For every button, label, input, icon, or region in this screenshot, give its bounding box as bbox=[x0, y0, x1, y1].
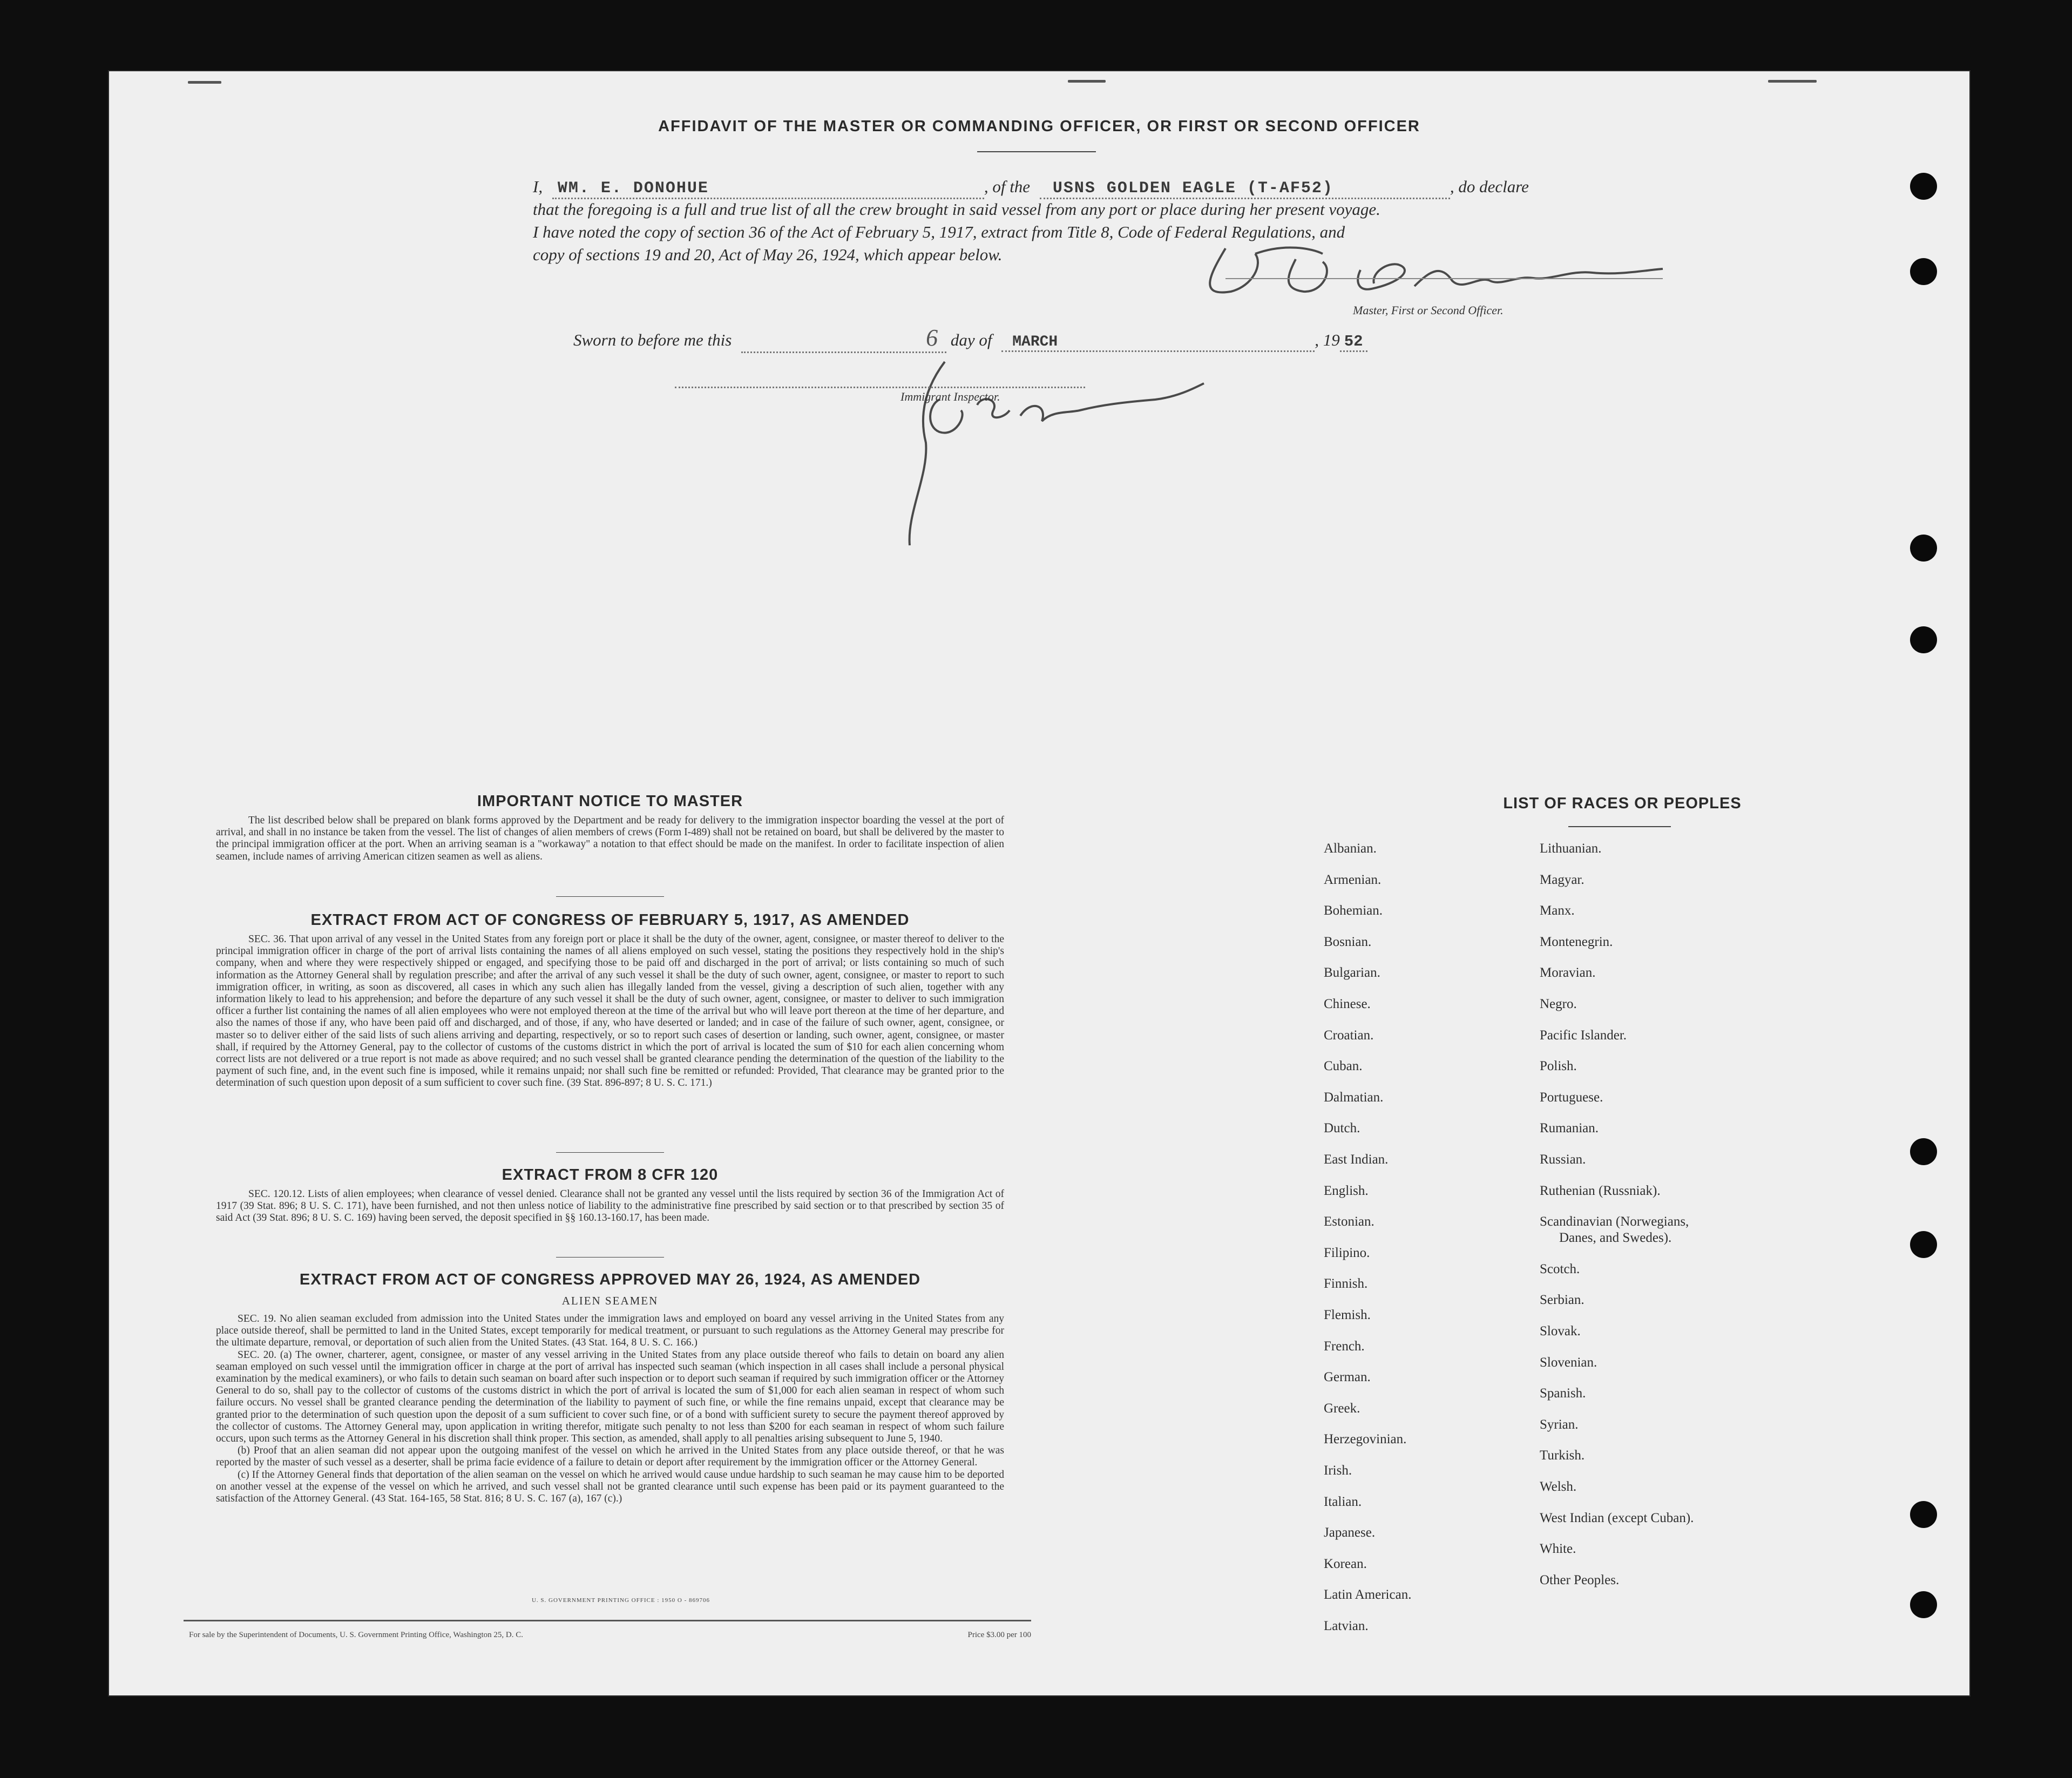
extract-1917-text: SEC. 36. That upon arrival of any vessel in the United States from any foreign port or place it shall be the duty of the owner, agent, consignee, or master thereof to deliver to the principal immigration officer in charge of the port of arrival lists containing the names of all aliens employed on such vessel, stating the positions they respectively hold in the ship's company, when and where they were respectively shipped or engaged, and specifying those to be paid off and discharged in the port of arrival; or lists containing so much of such information as the Attorney General shall by regulation prescribe; and after the arrival of any such vessel it shall be the duty of such owner, agent, consignee, or master to report to such immigration officer, in writing, as soon as discovered, all cases in which any such alien has illegally landed from the vessel, giving a description of such alien, together with any information likely to lead to his apprehension; and before the departure of any such vessel it shall be the duty of such owner, agent, consignee, or master to deliver to such immigration officer a further list containing the names of all alien employees who were not employed thereon at the time of the arrival but who will leave port thereon at the time of her departure, and also the names of those if any, who have been paid off and discharged, and of those, if any, who have deserted or landed; and in case of the failure of such owner, agent, consignee, or master so to deliver either of the said lists of such aliens arriving and departing, respectively, or so to report such cases of desertion or landing, such owner, agent, consignee, or master shall, if required by the Attorney General, pay to the collector of customs of the customs district in which the port of arrival is located the sum of $10 for each alien concerning whom correct lists are not delivered or a true report is not made as above required; and no such vessel shall be granted clearance pending the determination of the question of the liability to the payment of such fine, and, in the event such fine is imposed, while it remains unpaid; nor shall such fine be remitted or refunded: Provided, That clearance may be granted prior to the determination of such question upon deposit of a sum sufficient to cover such fine. (39 Stat. 896-897; 8 U. S. C. 171.) bbox=[216, 934, 1004, 1089]
day-field bbox=[741, 324, 946, 353]
binder-hole bbox=[1910, 1501, 1937, 1528]
race-item: West Indian (except Cuban). bbox=[1540, 1510, 1694, 1525]
sec20b-text: (b) Proof that an alien seaman did not appear upon the outgoing manifest of the vessel on which he arrived in the United States from any place outside thereof, or that he was reported by the master of such vessel as a deserter, shall be prima facie evidence of a failure to detain or deport after requirement by the immigration officer or the Attorney General. bbox=[216, 1445, 1004, 1469]
race-item: East Indian. bbox=[1324, 1152, 1389, 1167]
extract-1917-title: EXTRACT FROM ACT OF CONGRESS OF FEBRUARY 5, 1917, AS AMENDED bbox=[310, 911, 910, 929]
sec19-text: SEC. 19. No alien seaman excluded from admission into the United States under the immigration laws and employed on board any vessel arriving in the United States from any place outside thereof, shall be permitted to land in the United States, except temporarily for medical treatment, or pursuant to such regulations as the Attorney General may prescribe for the ultimate departure, removal, or deportation of such alien from the United States. (43 Stat. 164, 8 U. S. C. 166.) bbox=[216, 1313, 1004, 1349]
footer-rule bbox=[184, 1620, 1031, 1621]
divider-rule bbox=[556, 1257, 664, 1258]
race-item: Chinese. bbox=[1324, 997, 1371, 1011]
race-item: Irish. bbox=[1324, 1463, 1352, 1478]
sworn-label: Sworn to before me this bbox=[573, 330, 732, 349]
race-item: English. bbox=[1324, 1183, 1369, 1198]
race-item: German. bbox=[1324, 1370, 1371, 1385]
race-item: French. bbox=[1324, 1338, 1365, 1354]
race-item: Korean. bbox=[1324, 1556, 1367, 1571]
declaration-line-2: that the foregoing is a full and true list of all the crew brought in said vessel from any port or place during her present voyage. bbox=[533, 200, 1380, 219]
race-item: Bohemian. bbox=[1324, 903, 1383, 918]
race-item: Pacific Islander. bbox=[1540, 1027, 1627, 1043]
race-item: Lithuanian. bbox=[1540, 841, 1602, 856]
title-rule bbox=[977, 151, 1096, 152]
race-item: Dalmatian. bbox=[1324, 1090, 1384, 1105]
cfr-text: SEC. 120.12. Lists of alien employees; when clearance of vessel denied. Clearance shall not be granted any vessel until the lists required by section 36 of the Immigration Act of 1917 (39 Stat. 896; 8 U. S. C. 171), have been furnished, and not then unless notice of liability to the administrative fine prescribed by said section or to that prescribed by section 35 of said Act (39 Stat. 896; 8 U. S. C. 169) having been served, the deposit specified in §§ 160.13-160.17, has been made. bbox=[216, 1188, 1004, 1224]
day-of-label: day of bbox=[950, 330, 992, 349]
do-declare-label: , do declare bbox=[1450, 177, 1529, 196]
of-the-label: , of the bbox=[984, 177, 1031, 196]
footer-price: Price $3.00 per 100 bbox=[967, 1631, 1031, 1639]
race-item: Manx. bbox=[1540, 903, 1575, 918]
race-item: Slovenian. bbox=[1540, 1355, 1597, 1370]
year-prefix: , 19 bbox=[1315, 330, 1340, 349]
binder-hole bbox=[1910, 258, 1937, 285]
scan-mark bbox=[1068, 80, 1106, 83]
divider-rule bbox=[556, 896, 664, 897]
declaration-line-4: copy of sections 19 and 20, Act of May 26, 1924, which appear below. bbox=[533, 245, 1003, 264]
race-item: Montenegrin. bbox=[1540, 934, 1613, 949]
footer-sale-text: For sale by the Superintendent of Documents, U. S. Government Printing Office, Washington 25, D. C. bbox=[189, 1631, 523, 1639]
extract-1924-section bbox=[216, 1271, 1004, 1505]
day-value: 6 bbox=[926, 324, 938, 351]
notice-section bbox=[216, 793, 1004, 863]
race-item: Ruthenian (Russniak). bbox=[1540, 1183, 1661, 1198]
race-item: Greek. bbox=[1324, 1401, 1360, 1416]
inspector-caption: Immigrant Inspector. bbox=[900, 390, 1000, 403]
race-item: Negro. bbox=[1540, 997, 1577, 1011]
sec20c-text: (c) If the Attorney General finds that deportation of the alien seaman on the vessel on which he arrived would cause undue hardship to such seaman he may cause him to be deported on another vessel at the expense of the vessel on which he arrived, and such vessel shall not be granted clearance until such expense has been paid or its payment guaranteed to the satisfaction of the Attorney General. (43 Stat. 164-165, 58 Stat. 816; 8 U. S. C. 167 (a), 167 (c).) bbox=[216, 1469, 1004, 1505]
race-item: Rumanian. bbox=[1540, 1121, 1599, 1136]
binder-hole bbox=[1910, 626, 1937, 653]
race-item: Bulgarian. bbox=[1324, 965, 1380, 981]
race-item: Finnish. bbox=[1324, 1276, 1368, 1292]
vessel-value: USNS GOLDEN EAGLE (T-AF52) bbox=[1052, 179, 1333, 198]
race-item: Dutch. bbox=[1324, 1121, 1360, 1136]
race-item: Syrian. bbox=[1540, 1417, 1579, 1432]
race-item: Turkish. bbox=[1540, 1448, 1585, 1463]
race-item: Filipino. bbox=[1324, 1245, 1370, 1260]
extract-1924-subtitle: ALIEN SEAMEN bbox=[561, 1294, 659, 1307]
binder-hole bbox=[1910, 173, 1937, 200]
binder-hole bbox=[1910, 1591, 1937, 1618]
race-item: Latin American. bbox=[1324, 1587, 1412, 1603]
declaration-prefix: I, bbox=[533, 177, 543, 196]
races-title: LIST OF RACES OR PEOPLES bbox=[1503, 795, 1742, 812]
month-value: MARCH bbox=[1012, 334, 1058, 350]
race-item: Spanish. bbox=[1540, 1386, 1586, 1401]
vessel-field bbox=[1040, 177, 1450, 199]
cfr-title: EXTRACT FROM 8 CFR 120 bbox=[502, 1166, 719, 1184]
race-item: Welsh. bbox=[1540, 1479, 1577, 1494]
races-title-rule bbox=[1568, 826, 1671, 827]
inspector-signature bbox=[875, 351, 1209, 556]
race-item: Other Peoples. bbox=[1540, 1572, 1620, 1587]
race-item: Scandinavian (Norwegians, bbox=[1540, 1214, 1689, 1229]
officer-name-value: WM. E. DONOHUE bbox=[557, 179, 709, 198]
master-caption: Master, First or Second Officer. bbox=[1353, 303, 1504, 317]
race-item: Latvian. bbox=[1324, 1619, 1369, 1633]
race-item: Portuguese. bbox=[1540, 1090, 1603, 1105]
race-item: Japanese. bbox=[1324, 1525, 1376, 1540]
extract-1917-section bbox=[216, 911, 1004, 1090]
race-item: Scotch. bbox=[1540, 1261, 1580, 1276]
year-suffix: 52 bbox=[1340, 333, 1367, 352]
sworn-line bbox=[573, 324, 1491, 353]
extract-1924-title: EXTRACT FROM ACT OF CONGRESS APPROVED MAY 26, 1924, AS AMENDED bbox=[299, 1271, 921, 1288]
cfr-section bbox=[216, 1166, 1004, 1225]
master-signature bbox=[1161, 232, 1668, 302]
race-item: White. bbox=[1540, 1542, 1576, 1557]
scan-mark bbox=[1768, 80, 1817, 83]
race-item: Moravian. bbox=[1540, 965, 1596, 981]
affidavit-title: AFFIDAVIT OF THE MASTER OR COMMANDING OFFICER, OR FIRST OR SECOND OFFICER bbox=[658, 118, 1420, 135]
divider-rule bbox=[556, 1152, 664, 1153]
race-item: Albanian. bbox=[1324, 841, 1377, 856]
master-signature-line bbox=[1225, 278, 1663, 279]
officer-name-field bbox=[552, 177, 984, 199]
race-item: Estonian. bbox=[1324, 1214, 1374, 1229]
declaration-line-3: I have noted the copy of section 36 of the Act of February 5, 1917, extract from Title 8, Code of Federal Regulations, and bbox=[533, 222, 1345, 241]
race-item: Polish. bbox=[1540, 1059, 1577, 1074]
footer-sale-line bbox=[189, 1631, 1031, 1640]
race-item: Danes, and Swedes). bbox=[1559, 1231, 1672, 1246]
race-item: Cuban. bbox=[1324, 1059, 1363, 1074]
race-item: Herzegovinian. bbox=[1324, 1432, 1407, 1447]
notice-text: The list described below shall be prepared on blank forms approved by the Department and be ready for delivery to the immigration inspector boarding the vessel at the port of arrival, and shall in no instance be taken from the vessel. The list of changes of alien members of crews (Form I-489) shall not be retained on board, but shall be delivered by the master to the principal immigration officer at the port. When an arriving seaman is a "workaway" a notation to that effect should be made on the manifest. In order to facilitate inspection of alien seamen, include names of arriving American citizen seamen as well as aliens. bbox=[216, 815, 1004, 862]
race-item: Italian. bbox=[1324, 1494, 1362, 1509]
race-item: Slovak. bbox=[1540, 1324, 1581, 1338]
binder-hole bbox=[1910, 535, 1937, 562]
race-item: Croatian. bbox=[1324, 1027, 1374, 1043]
race-item: Magyar. bbox=[1540, 872, 1585, 887]
month-field bbox=[1001, 330, 1315, 352]
race-item: Bosnian. bbox=[1324, 934, 1372, 949]
sec20a-text: SEC. 20. (a) The owner, charterer, agent, consignee, or master of any vessel arriving in the United States from any place outside thereof who fails to detain on board any alien seaman employed on such vessel until the immigration officer in charge at the port of arrival has inspected such seaman (which inspection in all cases shall include a personal physical examination by the medical examiners), or who fails to detain such seaman on board after such inspection or to deport such seaman if required by such immigration officer or the Attorney General to do so, shall pay to the collector of customs of the customs district in which the port of arrival is located the sum of $1,000 for each alien seaman in respect of whom such failure occurs. No vessel shall be granted clearance pending the determination of the liability to payment of such fine, or while the fine remains unpaid, except that clearance may be granted prior to the determination of such question upon the deposit of a sum sufficient to cover such fine, or of a bond with sufficient surety to secure the payment thereof approved by the collector of customs. The Attorney General may, upon application in writing therefor, mitigate such penalty to not less than $200 for each seaman in respect of whom such failure occurs, upon such terms as the Attorney General in his discretion shall think proper. This section, as amended, shall apply to all penalties arising subsequent to June 5, 1940. bbox=[216, 1349, 1004, 1445]
race-item: Armenian. bbox=[1324, 872, 1382, 887]
form-page bbox=[108, 70, 1971, 1696]
scan-mark bbox=[188, 81, 221, 84]
binder-hole bbox=[1910, 1138, 1937, 1165]
race-item: Russian. bbox=[1540, 1152, 1586, 1167]
notice-title: IMPORTANT NOTICE TO MASTER bbox=[477, 793, 743, 810]
binder-hole bbox=[1910, 1231, 1937, 1258]
gpo-imprint: U. S. GOVERNMENT PRINTING OFFICE : 1950 O - 869706 bbox=[531, 1597, 710, 1604]
race-item: Flemish. bbox=[1324, 1308, 1371, 1322]
inspector-signature-line bbox=[675, 387, 1085, 388]
race-item: Serbian. bbox=[1540, 1293, 1585, 1308]
declaration-line-1 bbox=[533, 177, 1677, 199]
